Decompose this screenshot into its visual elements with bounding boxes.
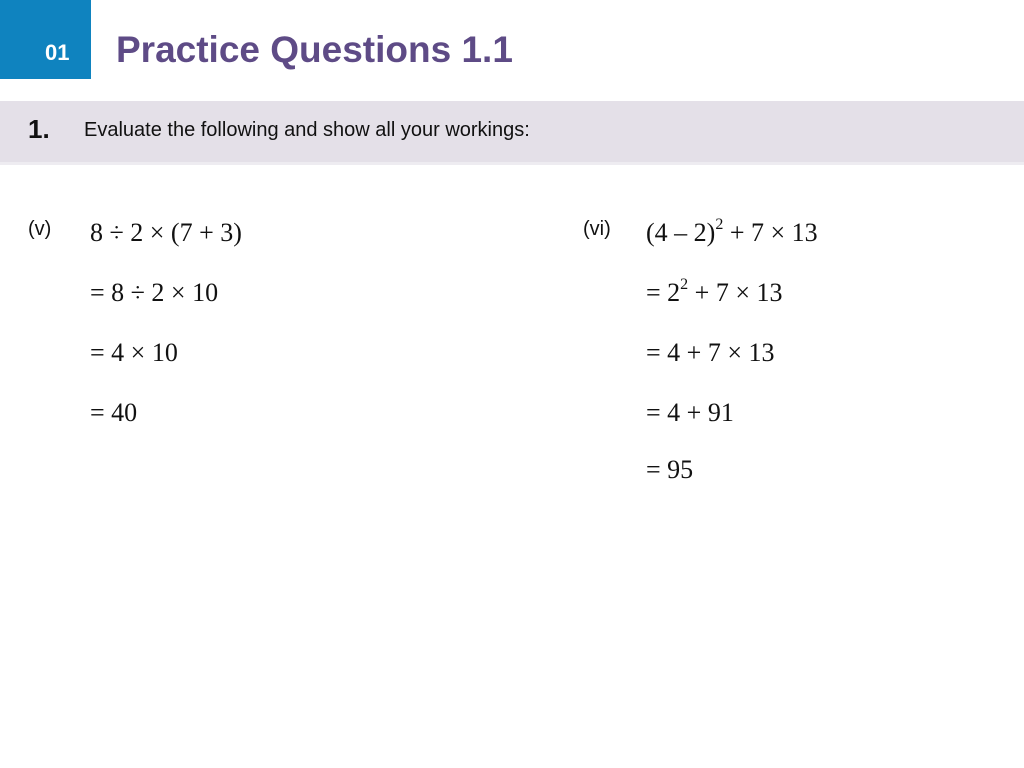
working-line: = 4 + 91 — [646, 398, 734, 427]
expression-part: + 7 × 13 — [688, 278, 783, 307]
expression-part: + 7 × 13 — [723, 218, 818, 247]
part-label-v: (v) — [28, 218, 52, 240]
working-line: = 95 — [646, 455, 694, 484]
question-number: 1. — [28, 114, 50, 144]
expression-part: = 2 — [646, 278, 681, 307]
question-header — [0, 101, 1024, 165]
working-line: = 8 ÷ 2 × 10 — [90, 278, 219, 307]
part-label-vi: (vi) — [583, 218, 611, 240]
exponent: 2 — [715, 216, 724, 234]
chapter-badge: 01 — [0, 0, 91, 79]
question-prompt: Evaluate the following and show all your workings: — [84, 119, 530, 141]
page-title: Practice Questions 1.1 — [116, 29, 513, 70]
working-line — [646, 278, 783, 308]
working-line: = 4 + 7 × 13 — [646, 338, 775, 367]
exponent: 2 — [680, 276, 689, 294]
working-line — [646, 218, 818, 248]
working-line: = 40 — [90, 398, 138, 427]
working-line: 8 ÷ 2 × (7 + 3) — [90, 218, 242, 247]
working-line: = 4 × 10 — [90, 338, 178, 367]
expression-part: (4 – 2) — [646, 218, 716, 247]
